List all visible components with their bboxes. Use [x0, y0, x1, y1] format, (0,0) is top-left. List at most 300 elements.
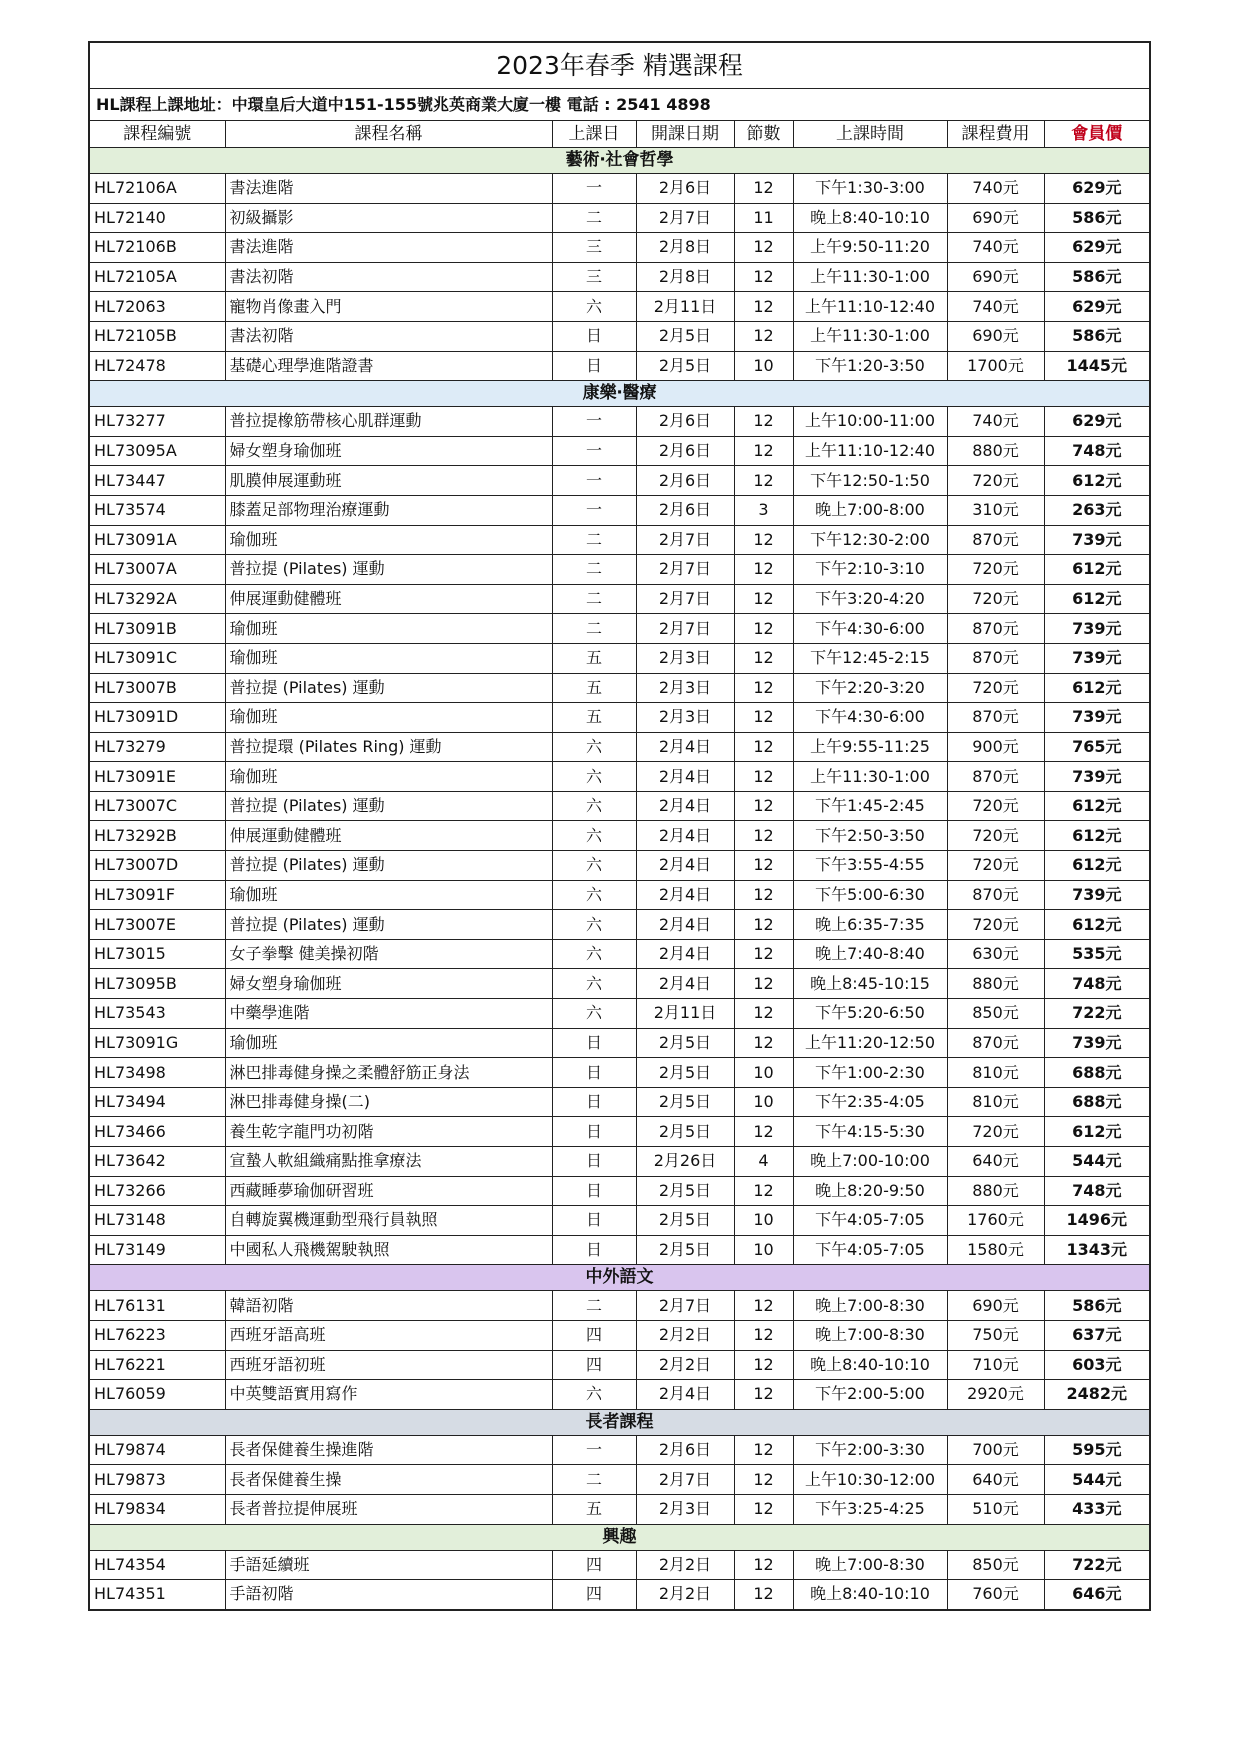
lesson-count: 12	[734, 555, 793, 585]
table-row	[89, 732, 1150, 762]
weekday: 一	[552, 495, 636, 525]
class-time: 下午2:00-5:00	[793, 1380, 947, 1410]
weekday: 六	[552, 292, 636, 322]
course-code: HL73543	[89, 999, 225, 1029]
course-fee: 880元	[947, 1176, 1044, 1206]
class-time: 上午9:50-11:20	[793, 233, 947, 263]
class-time: 下午2:35-4:05	[793, 1087, 947, 1117]
table-row	[89, 703, 1150, 733]
course-name: 書法初階	[225, 262, 552, 292]
lesson-count: 12	[734, 1350, 793, 1380]
table-row	[89, 1494, 1150, 1524]
start-date: 2月6日	[636, 495, 734, 525]
weekday: 六	[552, 791, 636, 821]
class-time: 上午11:30-1:00	[793, 762, 947, 792]
course-code: HL73091D	[89, 703, 225, 733]
course-code: HL76221	[89, 1350, 225, 1380]
start-date: 2月3日	[636, 643, 734, 673]
start-date: 2月4日	[636, 762, 734, 792]
weekday: 日	[552, 351, 636, 381]
lesson-count: 3	[734, 495, 793, 525]
course-name: 自轉旋翼機運動型飛行員執照	[225, 1206, 552, 1236]
header-lessons: 節數	[734, 121, 793, 148]
start-date: 2月6日	[636, 436, 734, 466]
course-code: HL72106A	[89, 174, 225, 204]
course-table	[88, 41, 1151, 1611]
lesson-count: 12	[734, 1028, 793, 1058]
start-date: 2月7日	[636, 1291, 734, 1321]
section-header	[89, 148, 1150, 174]
header-class-time: 上課時間	[793, 121, 947, 148]
section-header	[89, 1265, 1150, 1291]
course-fee: 2920元	[947, 1380, 1044, 1410]
member-price: 1445元	[1044, 351, 1150, 381]
course-name: 瑜伽班	[225, 525, 552, 555]
course-fee: 1700元	[947, 351, 1044, 381]
member-price: 612元	[1044, 910, 1150, 940]
weekday: 二	[552, 1465, 636, 1495]
lesson-count: 12	[734, 1380, 793, 1410]
member-price: 629元	[1044, 174, 1150, 204]
table-row	[89, 762, 1150, 792]
course-code: HL74351	[89, 1580, 225, 1610]
course-code: HL73095A	[89, 436, 225, 466]
lesson-count: 12	[734, 732, 793, 762]
start-date: 2月8日	[636, 262, 734, 292]
table-row	[89, 1087, 1150, 1117]
course-name: 寵物肖像畫入門	[225, 292, 552, 322]
class-time: 晚上7:00-8:00	[793, 495, 947, 525]
course-code: HL73091C	[89, 643, 225, 673]
member-price: 646元	[1044, 1580, 1150, 1610]
course-fee: 870元	[947, 525, 1044, 555]
table-row	[89, 1465, 1150, 1495]
class-time: 上午11:30-1:00	[793, 262, 947, 292]
class-time: 下午12:50-1:50	[793, 466, 947, 496]
weekday: 六	[552, 732, 636, 762]
class-time: 下午3:20-4:20	[793, 584, 947, 614]
table-row	[89, 880, 1150, 910]
course-fee: 690元	[947, 321, 1044, 351]
weekday: 五	[552, 1494, 636, 1524]
header-weekday: 上課日	[552, 121, 636, 148]
table-row	[89, 614, 1150, 644]
course-code: HL73494	[89, 1087, 225, 1117]
class-time: 下午12:30-2:00	[793, 525, 947, 555]
lesson-count: 10	[734, 351, 793, 381]
class-time: 下午4:05-7:05	[793, 1206, 947, 1236]
table-row	[89, 262, 1150, 292]
table-row	[89, 1291, 1150, 1321]
start-date: 2月4日	[636, 880, 734, 910]
course-name: 中英雙語實用寫作	[225, 1380, 552, 1410]
lesson-count: 12	[734, 969, 793, 999]
table-row	[89, 1235, 1150, 1265]
class-time: 下午4:05-7:05	[793, 1235, 947, 1265]
lesson-count: 12	[734, 1117, 793, 1147]
course-code: HL76131	[89, 1291, 225, 1321]
course-code: HL76223	[89, 1320, 225, 1350]
lesson-count: 12	[734, 1291, 793, 1321]
lesson-count: 11	[734, 203, 793, 233]
weekday: 六	[552, 851, 636, 881]
weekday: 日	[552, 1176, 636, 1206]
course-code: HL74354	[89, 1550, 225, 1580]
class-time: 晚上6:35-7:35	[793, 910, 947, 940]
section-title: 中外語文	[89, 1265, 1150, 1291]
lesson-count: 12	[734, 321, 793, 351]
member-price: 586元	[1044, 321, 1150, 351]
table-row	[89, 321, 1150, 351]
class-time: 上午11:20-12:50	[793, 1028, 947, 1058]
course-fee: 720元	[947, 584, 1044, 614]
start-date: 2月7日	[636, 555, 734, 585]
member-price: 433元	[1044, 1494, 1150, 1524]
course-fee: 900元	[947, 732, 1044, 762]
course-name: 手語延續班	[225, 1550, 552, 1580]
course-fee: 750元	[947, 1320, 1044, 1350]
start-date: 2月7日	[636, 1465, 734, 1495]
course-name: 普拉提 (Pilates) 運動	[225, 851, 552, 881]
course-name: 長者保健養生操進階	[225, 1435, 552, 1465]
course-code: HL73279	[89, 732, 225, 762]
table-row	[89, 791, 1150, 821]
table-row	[89, 555, 1150, 585]
course-name: 肌膜伸展運動班	[225, 466, 552, 496]
class-time: 晚上7:00-8:30	[793, 1291, 947, 1321]
member-price: 535元	[1044, 939, 1150, 969]
weekday: 六	[552, 1380, 636, 1410]
member-price: 748元	[1044, 436, 1150, 466]
start-date: 2月11日	[636, 999, 734, 1029]
course-name: 手語初階	[225, 1580, 552, 1610]
course-fee: 690元	[947, 203, 1044, 233]
section-title: 藝術‧社會哲學	[89, 148, 1150, 174]
course-fee: 870元	[947, 1028, 1044, 1058]
start-date: 2月7日	[636, 525, 734, 555]
course-fee: 870元	[947, 614, 1044, 644]
member-price: 612元	[1044, 1117, 1150, 1147]
course-name: 書法進階	[225, 174, 552, 204]
weekday: 日	[552, 1028, 636, 1058]
class-time: 下午3:25-4:25	[793, 1494, 947, 1524]
table-row	[89, 1320, 1150, 1350]
class-time: 上午11:10-12:40	[793, 436, 947, 466]
member-price: 739元	[1044, 643, 1150, 673]
lesson-count: 12	[734, 1320, 793, 1350]
class-time: 晚上8:40-10:10	[793, 1580, 947, 1610]
start-date: 2月26日	[636, 1147, 734, 1177]
course-name: 普拉提環 (Pilates Ring) 運動	[225, 732, 552, 762]
table-row	[89, 643, 1150, 673]
class-time: 下午4:15-5:30	[793, 1117, 947, 1147]
table-row	[89, 1435, 1150, 1465]
course-sheet	[88, 41, 1149, 1611]
member-price: 2482元	[1044, 1380, 1150, 1410]
lesson-count: 12	[734, 762, 793, 792]
lesson-count: 12	[734, 851, 793, 881]
class-time: 晚上8:40-10:10	[793, 1350, 947, 1380]
weekday: 二	[552, 525, 636, 555]
table-row	[89, 466, 1150, 496]
member-price: 612元	[1044, 584, 1150, 614]
start-date: 2月4日	[636, 851, 734, 881]
lesson-count: 12	[734, 1176, 793, 1206]
course-fee: 310元	[947, 495, 1044, 525]
course-code: HL73091E	[89, 762, 225, 792]
course-code: HL73091B	[89, 614, 225, 644]
course-code: HL72105B	[89, 321, 225, 351]
header-course-code: 課程編號	[89, 121, 225, 148]
course-code: HL72063	[89, 292, 225, 322]
course-code: HL73149	[89, 1235, 225, 1265]
course-code: HL73091A	[89, 525, 225, 555]
class-time: 上午10:00-11:00	[793, 407, 947, 437]
class-time: 下午1:45-2:45	[793, 791, 947, 821]
course-fee: 880元	[947, 969, 1044, 999]
weekday: 日	[552, 1117, 636, 1147]
weekday: 日	[552, 1235, 636, 1265]
member-price: 748元	[1044, 1176, 1150, 1206]
start-date: 2月7日	[636, 584, 734, 614]
course-fee: 740元	[947, 292, 1044, 322]
member-price: 586元	[1044, 1291, 1150, 1321]
lesson-count: 12	[734, 436, 793, 466]
course-name: 普拉提 (Pilates) 運動	[225, 910, 552, 940]
table-row	[89, 407, 1150, 437]
weekday: 六	[552, 762, 636, 792]
lesson-count: 12	[734, 821, 793, 851]
class-time: 晚上7:00-8:30	[793, 1320, 947, 1350]
table-row	[89, 821, 1150, 851]
course-fee: 640元	[947, 1147, 1044, 1177]
weekday: 六	[552, 880, 636, 910]
course-code: HL73498	[89, 1058, 225, 1088]
member-price: 739元	[1044, 525, 1150, 555]
weekday: 日	[552, 1206, 636, 1236]
course-fee: 630元	[947, 939, 1044, 969]
course-fee: 880元	[947, 436, 1044, 466]
lesson-count: 12	[734, 1580, 793, 1610]
weekday: 二	[552, 1291, 636, 1321]
weekday: 四	[552, 1580, 636, 1610]
class-time: 下午2:00-3:30	[793, 1435, 947, 1465]
lesson-count: 12	[734, 614, 793, 644]
course-name: 西班牙語高班	[225, 1320, 552, 1350]
class-time: 晚上8:40-10:10	[793, 203, 947, 233]
weekday: 一	[552, 466, 636, 496]
start-date: 2月5日	[636, 1028, 734, 1058]
course-code: HL73266	[89, 1176, 225, 1206]
member-price: 748元	[1044, 969, 1150, 999]
member-price: 595元	[1044, 1435, 1150, 1465]
lesson-count: 10	[734, 1087, 793, 1117]
lesson-count: 12	[734, 880, 793, 910]
lesson-count: 12	[734, 939, 793, 969]
class-time: 上午11:10-12:40	[793, 292, 947, 322]
course-fee: 720元	[947, 1117, 1044, 1147]
course-fee: 690元	[947, 1291, 1044, 1321]
start-date: 2月3日	[636, 673, 734, 703]
member-price: 629元	[1044, 233, 1150, 263]
start-date: 2月3日	[636, 703, 734, 733]
class-time: 上午9:55-11:25	[793, 732, 947, 762]
member-price: 1343元	[1044, 1235, 1150, 1265]
start-date: 2月4日	[636, 910, 734, 940]
course-fee: 720元	[947, 466, 1044, 496]
weekday: 六	[552, 999, 636, 1029]
member-price: 739元	[1044, 614, 1150, 644]
lesson-count: 10	[734, 1206, 793, 1236]
member-price: 629元	[1044, 292, 1150, 322]
course-name: 膝蓋足部物理治療運動	[225, 495, 552, 525]
table-row	[89, 233, 1150, 263]
table-row	[89, 1380, 1150, 1410]
course-name: 西藏睡夢瑜伽研習班	[225, 1176, 552, 1206]
class-time: 下午4:30-6:00	[793, 703, 947, 733]
lesson-count: 12	[734, 466, 793, 496]
start-date: 2月8日	[636, 233, 734, 263]
course-name: 普拉提 (Pilates) 運動	[225, 791, 552, 821]
lesson-count: 12	[734, 1465, 793, 1495]
member-price: 612元	[1044, 673, 1150, 703]
start-date: 2月5日	[636, 1206, 734, 1236]
class-time: 下午1:00-2:30	[793, 1058, 947, 1088]
course-name: 普拉提橡筋帶核心肌群運動	[225, 407, 552, 437]
course-name: 瑜伽班	[225, 643, 552, 673]
class-time: 晚上8:20-9:50	[793, 1176, 947, 1206]
weekday: 六	[552, 969, 636, 999]
lesson-count: 12	[734, 791, 793, 821]
member-price: 722元	[1044, 1550, 1150, 1580]
weekday: 五	[552, 673, 636, 703]
course-name: 長者保健養生操	[225, 1465, 552, 1495]
weekday: 日	[552, 1058, 636, 1088]
lesson-count: 12	[734, 1550, 793, 1580]
class-time: 下午1:20-3:50	[793, 351, 947, 381]
course-fee: 510元	[947, 1494, 1044, 1524]
course-name: 長者普拉提伸展班	[225, 1494, 552, 1524]
course-fee: 720元	[947, 555, 1044, 585]
lesson-count: 10	[734, 1058, 793, 1088]
course-fee: 700元	[947, 1435, 1044, 1465]
table-row	[89, 969, 1150, 999]
member-price: 688元	[1044, 1058, 1150, 1088]
start-date: 2月5日	[636, 1117, 734, 1147]
weekday: 日	[552, 321, 636, 351]
course-name: 宣蟄人軟組織痛點推拿療法	[225, 1147, 552, 1177]
member-price: 688元	[1044, 1087, 1150, 1117]
weekday: 四	[552, 1320, 636, 1350]
course-fee: 710元	[947, 1350, 1044, 1380]
start-date: 2月5日	[636, 351, 734, 381]
table-row	[89, 1058, 1150, 1088]
course-code: HL73095B	[89, 969, 225, 999]
lesson-count: 10	[734, 1235, 793, 1265]
member-price: 586元	[1044, 262, 1150, 292]
weekday: 日	[552, 1087, 636, 1117]
table-row	[89, 436, 1150, 466]
weekday: 一	[552, 1435, 636, 1465]
header-course-name: 課程名稱	[225, 121, 552, 148]
start-date: 2月6日	[636, 174, 734, 204]
header-row	[89, 121, 1150, 148]
class-time: 上午10:30-12:00	[793, 1465, 947, 1495]
course-name: 普拉提 (Pilates) 運動	[225, 555, 552, 585]
start-date: 2月5日	[636, 321, 734, 351]
lesson-count: 12	[734, 1494, 793, 1524]
class-time: 上午11:30-1:00	[793, 321, 947, 351]
page-title: 2023年春季 精選課程	[89, 42, 1150, 89]
course-fee: 870元	[947, 643, 1044, 673]
course-name: 基礎心理學進階證書	[225, 351, 552, 381]
lesson-count: 12	[734, 643, 793, 673]
course-name: 瑜伽班	[225, 762, 552, 792]
start-date: 2月5日	[636, 1058, 734, 1088]
weekday: 一	[552, 407, 636, 437]
start-date: 2月4日	[636, 791, 734, 821]
course-code: HL73574	[89, 495, 225, 525]
member-price: 263元	[1044, 495, 1150, 525]
start-date: 2月5日	[636, 1235, 734, 1265]
class-time: 下午12:45-2:15	[793, 643, 947, 673]
course-fee: 760元	[947, 1580, 1044, 1610]
member-price: 544元	[1044, 1465, 1150, 1495]
course-name: 普拉提 (Pilates) 運動	[225, 673, 552, 703]
start-date: 2月7日	[636, 614, 734, 644]
course-name: 中藥學進階	[225, 999, 552, 1029]
weekday: 六	[552, 939, 636, 969]
course-code: HL72106B	[89, 233, 225, 263]
course-code: HL73007E	[89, 910, 225, 940]
table-row	[89, 351, 1150, 381]
course-code: HL72140	[89, 203, 225, 233]
table-row	[89, 851, 1150, 881]
course-name: 書法初階	[225, 321, 552, 351]
weekday: 三	[552, 262, 636, 292]
member-price: 612元	[1044, 821, 1150, 851]
class-time: 下午5:00-6:30	[793, 880, 947, 910]
course-code: HL79874	[89, 1435, 225, 1465]
table-row	[89, 1580, 1150, 1610]
course-code: HL72105A	[89, 262, 225, 292]
member-price: 629元	[1044, 407, 1150, 437]
course-fee: 870元	[947, 703, 1044, 733]
course-fee: 720元	[947, 851, 1044, 881]
weekday: 六	[552, 821, 636, 851]
table-row	[89, 673, 1150, 703]
table-row	[89, 584, 1150, 614]
course-fee: 850元	[947, 999, 1044, 1029]
start-date: 2月3日	[636, 1494, 734, 1524]
course-name: 淋巴排毒健身操之柔體舒筋正身法	[225, 1058, 552, 1088]
weekday: 三	[552, 233, 636, 263]
member-price: 612元	[1044, 555, 1150, 585]
start-date: 2月5日	[636, 1087, 734, 1117]
weekday: 二	[552, 203, 636, 233]
class-time: 下午4:30-6:00	[793, 614, 947, 644]
lesson-count: 12	[734, 233, 793, 263]
member-price: 765元	[1044, 732, 1150, 762]
course-name: 婦女塑身瑜伽班	[225, 436, 552, 466]
course-fee: 870元	[947, 880, 1044, 910]
course-name: 婦女塑身瑜伽班	[225, 969, 552, 999]
table-row	[89, 292, 1150, 322]
member-price: 722元	[1044, 999, 1150, 1029]
start-date: 2月4日	[636, 939, 734, 969]
class-time: 晚上7:40-8:40	[793, 939, 947, 969]
start-date: 2月2日	[636, 1320, 734, 1350]
